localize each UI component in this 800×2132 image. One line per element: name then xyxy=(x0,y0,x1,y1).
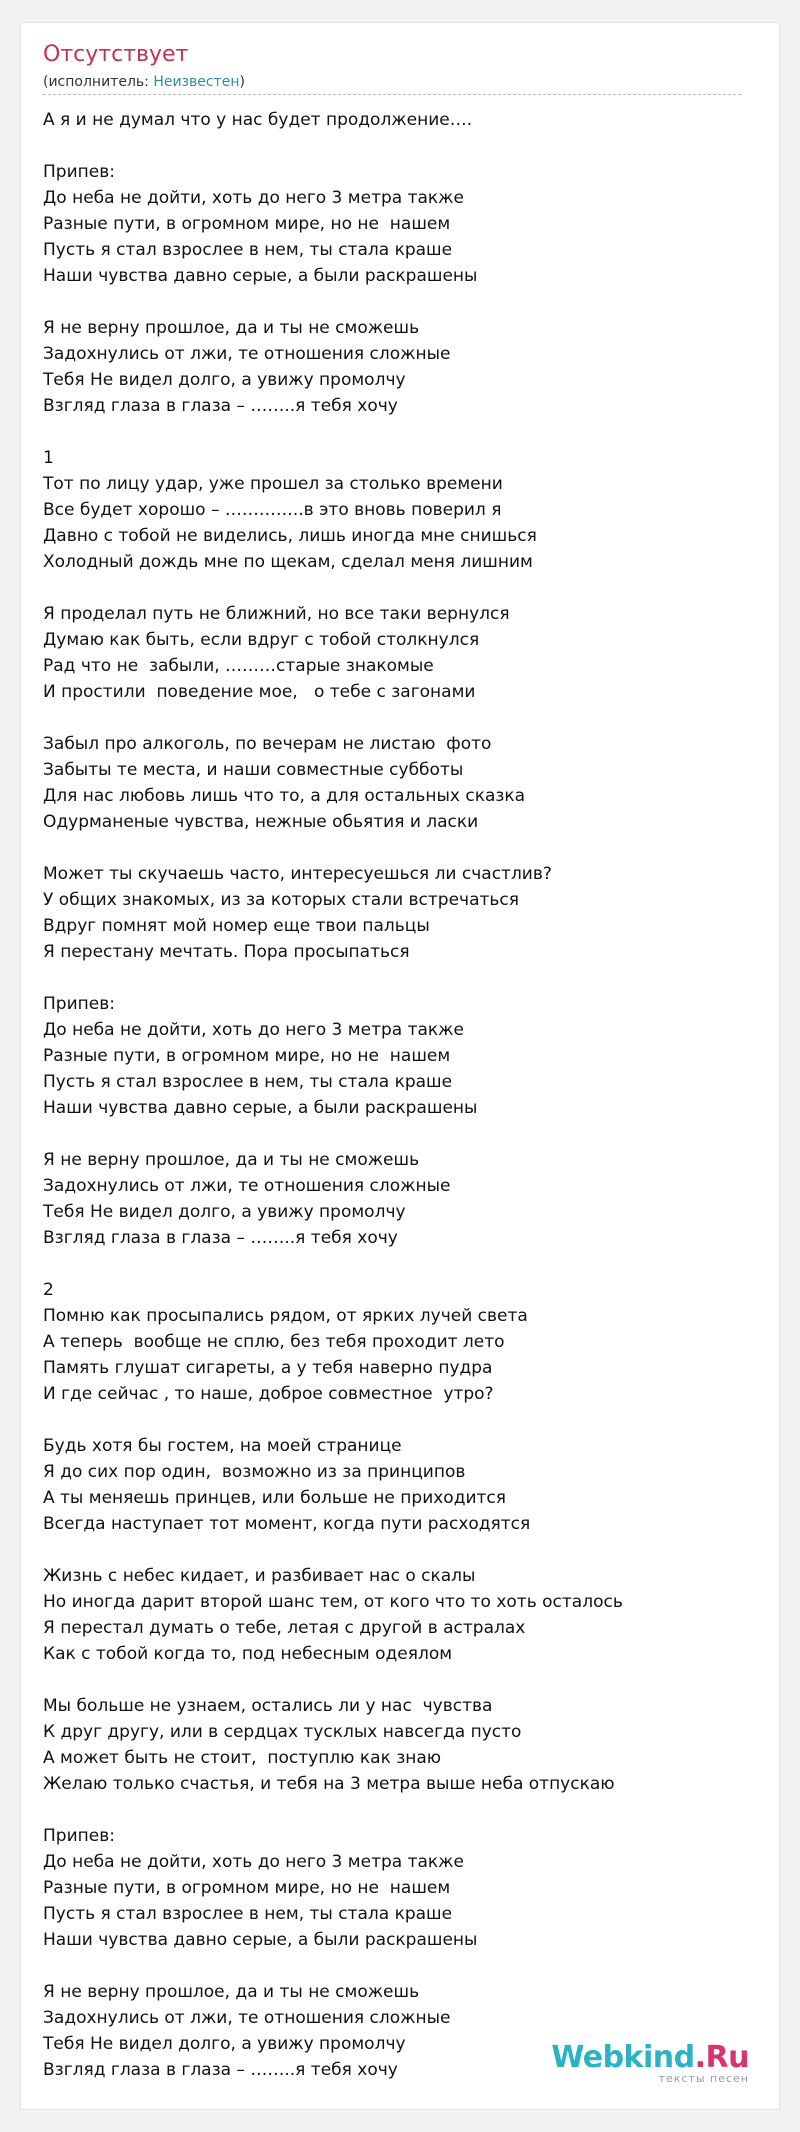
lyrics-line: Наши чувства давно серые, а были раскрашены xyxy=(43,1930,478,1950)
lyrics-blank-line xyxy=(43,1537,743,1563)
lyrics-line: Холодный дождь мне по щекам, сделал меня лишним xyxy=(43,552,533,572)
lyrics-line: Я проделал путь не ближний, но все таки вернулся xyxy=(43,604,510,624)
logo-name: Webkind xyxy=(551,2040,695,2075)
lyrics-line: К друг другу, или в сердцах тусклых навсегда пусто xyxy=(43,1722,522,1742)
lyrics-line: И где сейчас , то наше, доброе совместное утро? xyxy=(43,1384,494,1404)
lyrics-blank-line xyxy=(43,289,743,315)
lyrics-line: Я не верну прошлое, да и ты не сможешь xyxy=(43,318,420,338)
lyrics-line: Я не верну прошлое, да и ты не сможешь xyxy=(43,1982,420,2002)
lyrics-line: Тот по лицу удар, уже прошел за столько времени xyxy=(43,474,503,494)
lyrics-line: 2 xyxy=(43,1280,54,1300)
lyrics-line: А я и не думал что у нас будет продолжение…. xyxy=(43,110,473,130)
lyrics-blank-line xyxy=(43,835,743,861)
lyrics-card xyxy=(20,22,780,2110)
lyrics-line: Память глушат сигареты, а у тебя наверно пудра xyxy=(43,1358,493,1378)
lyrics-line: Как с тобой когда то, под небесным одеялом xyxy=(43,1644,453,1664)
lyrics-line: Взгляд глаза в глаза – ……..я тебя хочу xyxy=(43,1228,398,1248)
lyrics-line: Я перестал думать о тебе, летая с другой в астралах xyxy=(43,1618,526,1638)
artist-link[interactable]: Неизвестен xyxy=(153,74,240,90)
lyrics-line: До неба не дойти, хоть до него 3 метра также xyxy=(43,188,464,208)
lyrics-line: 1 xyxy=(43,448,54,468)
lyrics-blank-line xyxy=(43,1797,743,1823)
lyrics-line: Задохнулись от лжи, те отношения сложные xyxy=(43,2008,451,2028)
lyrics-line: До неба не дойти, хоть до него 3 метра также xyxy=(43,1020,464,1040)
lyrics-line: Тебя Не видел долго, а увижу промолчу xyxy=(43,1202,406,1222)
logo-wordmark xyxy=(551,2042,749,2074)
lyrics-line: Рад что не забыли, ………старые знакомые xyxy=(43,656,434,676)
lyrics-line: Пусть я стал взрослее в нем, ты стала краше xyxy=(43,1904,453,1924)
lyrics-blank-line xyxy=(43,1121,743,1147)
lyrics-line: Одурманеные чувства, нежные обьятия и ласки xyxy=(43,812,479,832)
lyrics-line: Тебя Не видел долго, а увижу промолчу xyxy=(43,2034,406,2054)
lyrics-line: Жизнь с небес кидает, и разбивает нас о скалы xyxy=(43,1566,476,1586)
lyrics-line: Давно с тобой не виделись, лишь иногда мне снишься xyxy=(43,526,537,546)
lyrics-blank-line xyxy=(43,133,743,159)
lyrics-line: Наши чувства давно серые, а были раскрашены xyxy=(43,266,478,286)
lyrics-line: Взгляд глаза в глаза – ……..я тебя хочу xyxy=(43,396,398,416)
lyrics-line: Я не верну прошлое, да и ты не сможешь xyxy=(43,1150,420,1170)
lyrics-blank-line xyxy=(43,1953,743,1979)
lyrics-line: Пусть я стал взрослее в нем, ты стала краше xyxy=(43,240,453,260)
lyrics-line: Припев: xyxy=(43,162,115,182)
lyrics-blank-line xyxy=(43,1407,743,1433)
lyrics-blank-line xyxy=(43,1667,743,1693)
lyrics-line: Задохнулись от лжи, те отношения сложные xyxy=(43,1176,451,1196)
lyrics-line: Забыты те места, и наши совместные субботы xyxy=(43,760,464,780)
lyrics-line: Наши чувства давно серые, а были раскрашены xyxy=(43,1098,478,1118)
lyrics-blank-line xyxy=(43,1251,743,1277)
lyrics-line: Для нас любовь лишь что то, а для остальных сказка xyxy=(43,786,526,806)
logo-tagline: тексты песен xyxy=(658,2072,749,2085)
lyrics-line: Припев: xyxy=(43,1826,115,1846)
lyrics-line: И простили поведение мое, о тебе с загонами xyxy=(43,682,476,702)
lyrics-line: Разные пути, в огромном мире, но не нашем xyxy=(43,1046,451,1066)
byline-prefix: (исполнитель: xyxy=(43,74,154,90)
artist-byline xyxy=(43,73,245,91)
lyrics-line: А ты меняешь принцев, или больше не приходится xyxy=(43,1488,506,1508)
lyrics-blank-line xyxy=(43,965,743,991)
lyrics-line: Разные пути, в огромном мире, но не нашем xyxy=(43,214,451,234)
lyrics-line: Желаю только счастья, и тебя на 3 метра выше неба отпускаю xyxy=(43,1774,615,1794)
lyrics-line: А теперь вообще не сплю, без тебя проходит лето xyxy=(43,1332,505,1352)
lyrics-line: Всегда наступает тот момент, когда пути расходятся xyxy=(43,1514,531,1534)
lyrics-line: Взгляд глаза в глаза – ……..я тебя хочу xyxy=(43,2060,398,2080)
lyrics-blank-line xyxy=(43,575,743,601)
site-logo[interactable] xyxy=(551,2042,749,2085)
byline-suffix: ) xyxy=(239,74,245,90)
lyrics-line: Задохнулись от лжи, те отношения сложные xyxy=(43,344,451,364)
lyrics-line: У общих знакомых, из за которых стали встречаться xyxy=(43,890,519,910)
lyrics-line: Пусть я стал взрослее в нем, ты стала краше xyxy=(43,1072,453,1092)
lyrics-line: Забыл про алкоголь, по вечерам не листаю фото xyxy=(43,734,492,754)
lyrics-line: Припев: xyxy=(43,994,115,1014)
lyrics-line: Разные пути, в огромном мире, но не нашем xyxy=(43,1878,451,1898)
lyrics-text xyxy=(43,107,743,2083)
lyrics-line: Думаю как быть, если вдруг с тобой столкнулся xyxy=(43,630,480,650)
lyrics-line: Мы больше не узнаем, остались ли у нас чувства xyxy=(43,1696,493,1716)
song-title: Отсутствует xyxy=(43,42,189,67)
lyrics-line: Я до сих пор один, возможно из за принципов xyxy=(43,1462,466,1482)
lyrics-line: Может ты скучаешь часто, интересуешься ли счастлив? xyxy=(43,864,552,884)
lyrics-line: Я перестану мечтать. Пора просыпаться xyxy=(43,942,410,962)
lyrics-line: Все будет хорошо – …………..в это вновь поверил я xyxy=(43,500,502,520)
dashed-divider xyxy=(43,94,741,95)
lyrics-line: Помню как просыпались рядом, от ярких лучей света xyxy=(43,1306,528,1326)
lyrics-line: Будь хотя бы гостем, на моей странице xyxy=(43,1436,402,1456)
logo-tld: .Ru xyxy=(694,2040,749,2075)
lyrics-line: А может быть не стоит, поступлю как знаю xyxy=(43,1748,442,1768)
lyrics-line: Вдруг помнят мой номер еще твои пальцы xyxy=(43,916,430,936)
lyrics-line: Тебя Не видел долго, а увижу промолчу xyxy=(43,370,406,390)
lyrics-blank-line xyxy=(43,419,743,445)
lyrics-line: До неба не дойти, хоть до него 3 метра также xyxy=(43,1852,464,1872)
lyrics-blank-line xyxy=(43,705,743,731)
lyrics-line: Но иногда дарит второй шанс тем, от кого что то хоть осталось xyxy=(43,1592,623,1612)
